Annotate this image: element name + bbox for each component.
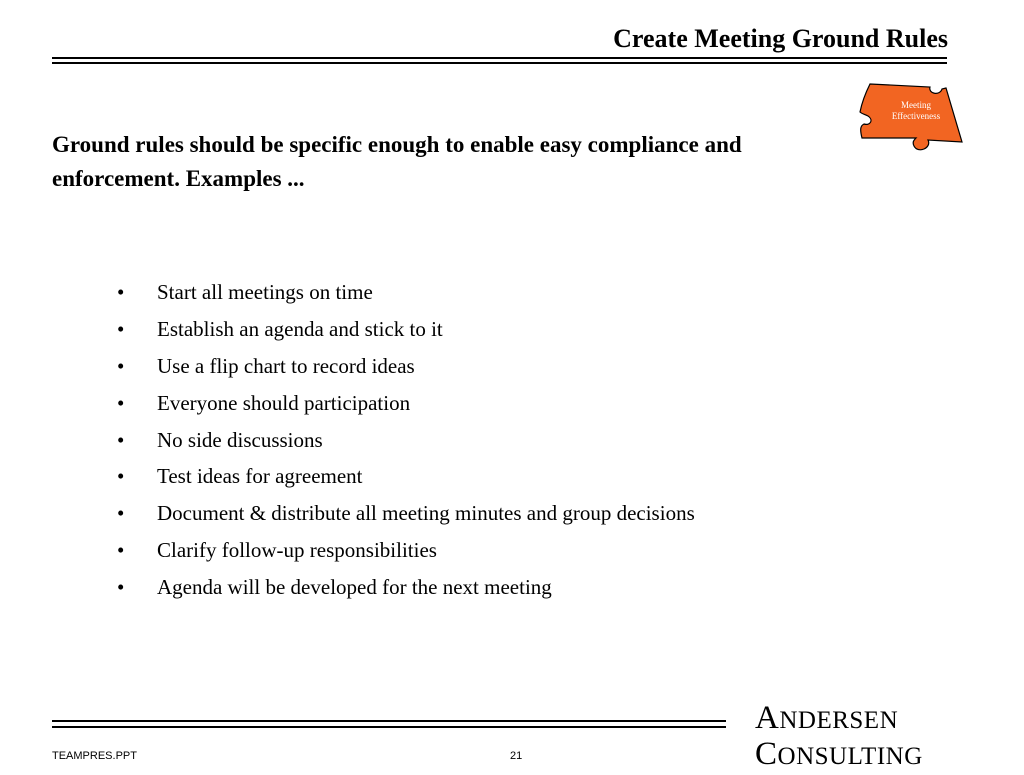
bullet-icon: •: [117, 538, 125, 563]
logo-initial-c: C: [755, 736, 778, 772]
list-item: [117, 532, 695, 569]
footer-divider: [52, 720, 726, 728]
badge-label: [880, 100, 952, 122]
badge-label-line-1: Meeting: [901, 100, 931, 110]
logo-word-consulting: ONSULTING: [777, 743, 923, 770]
list-item: [117, 385, 695, 422]
ground-rules-list: [117, 274, 695, 606]
list-item-text: Everyone should participation: [157, 390, 411, 415]
list-item-text: Test ideas for agreement: [157, 464, 363, 489]
slide-title: Create Meeting Ground Rules: [613, 24, 948, 53]
list-item-text: Document & distribute all meeting minutes and group decisions: [157, 501, 695, 526]
bullet-icon: •: [117, 427, 125, 452]
list-item-text: Establish an agenda and stick to it: [157, 316, 443, 341]
logo-line-2: [755, 736, 945, 775]
intro-heading: Ground rules should be specific enough to enable easy compliance and enforcement. Examples ...: [52, 132, 742, 191]
bullet-icon: •: [117, 575, 125, 600]
list-item-text: Start all meetings on time: [157, 279, 373, 304]
list-item: [117, 274, 695, 311]
bullet-icon: •: [117, 353, 125, 378]
bullet-icon: •: [117, 390, 125, 415]
footer-filename: TEAMPRES.PPT: [52, 750, 137, 762]
list-item-text: Agenda will be developed for the next meeting: [157, 575, 552, 600]
title-divider: [52, 57, 947, 64]
logo-line-1: [755, 700, 945, 739]
list-item: [117, 348, 695, 385]
bullet-icon: •: [117, 464, 125, 489]
list-item: [117, 569, 695, 606]
logo-initial-a: A: [755, 700, 780, 736]
list-item-text: Use a flip chart to record ideas: [157, 353, 415, 378]
page-number: 21: [510, 750, 523, 762]
list-item: [117, 458, 695, 495]
list-item-text: Clarify follow-up responsibilities: [157, 538, 437, 563]
list-item: [117, 495, 695, 532]
bullet-icon: •: [117, 316, 125, 341]
list-item: [117, 311, 695, 348]
badge-label-line-2: Effectiveness: [891, 111, 941, 121]
meeting-effectiveness-badge: [858, 80, 964, 160]
list-item-text: No side discussions: [157, 427, 323, 452]
bullet-icon: •: [117, 279, 125, 304]
logo-word-andersen: NDERSEN: [779, 707, 899, 734]
company-logo: [755, 700, 945, 775]
list-item: [117, 422, 695, 459]
bullet-icon: •: [117, 501, 125, 526]
